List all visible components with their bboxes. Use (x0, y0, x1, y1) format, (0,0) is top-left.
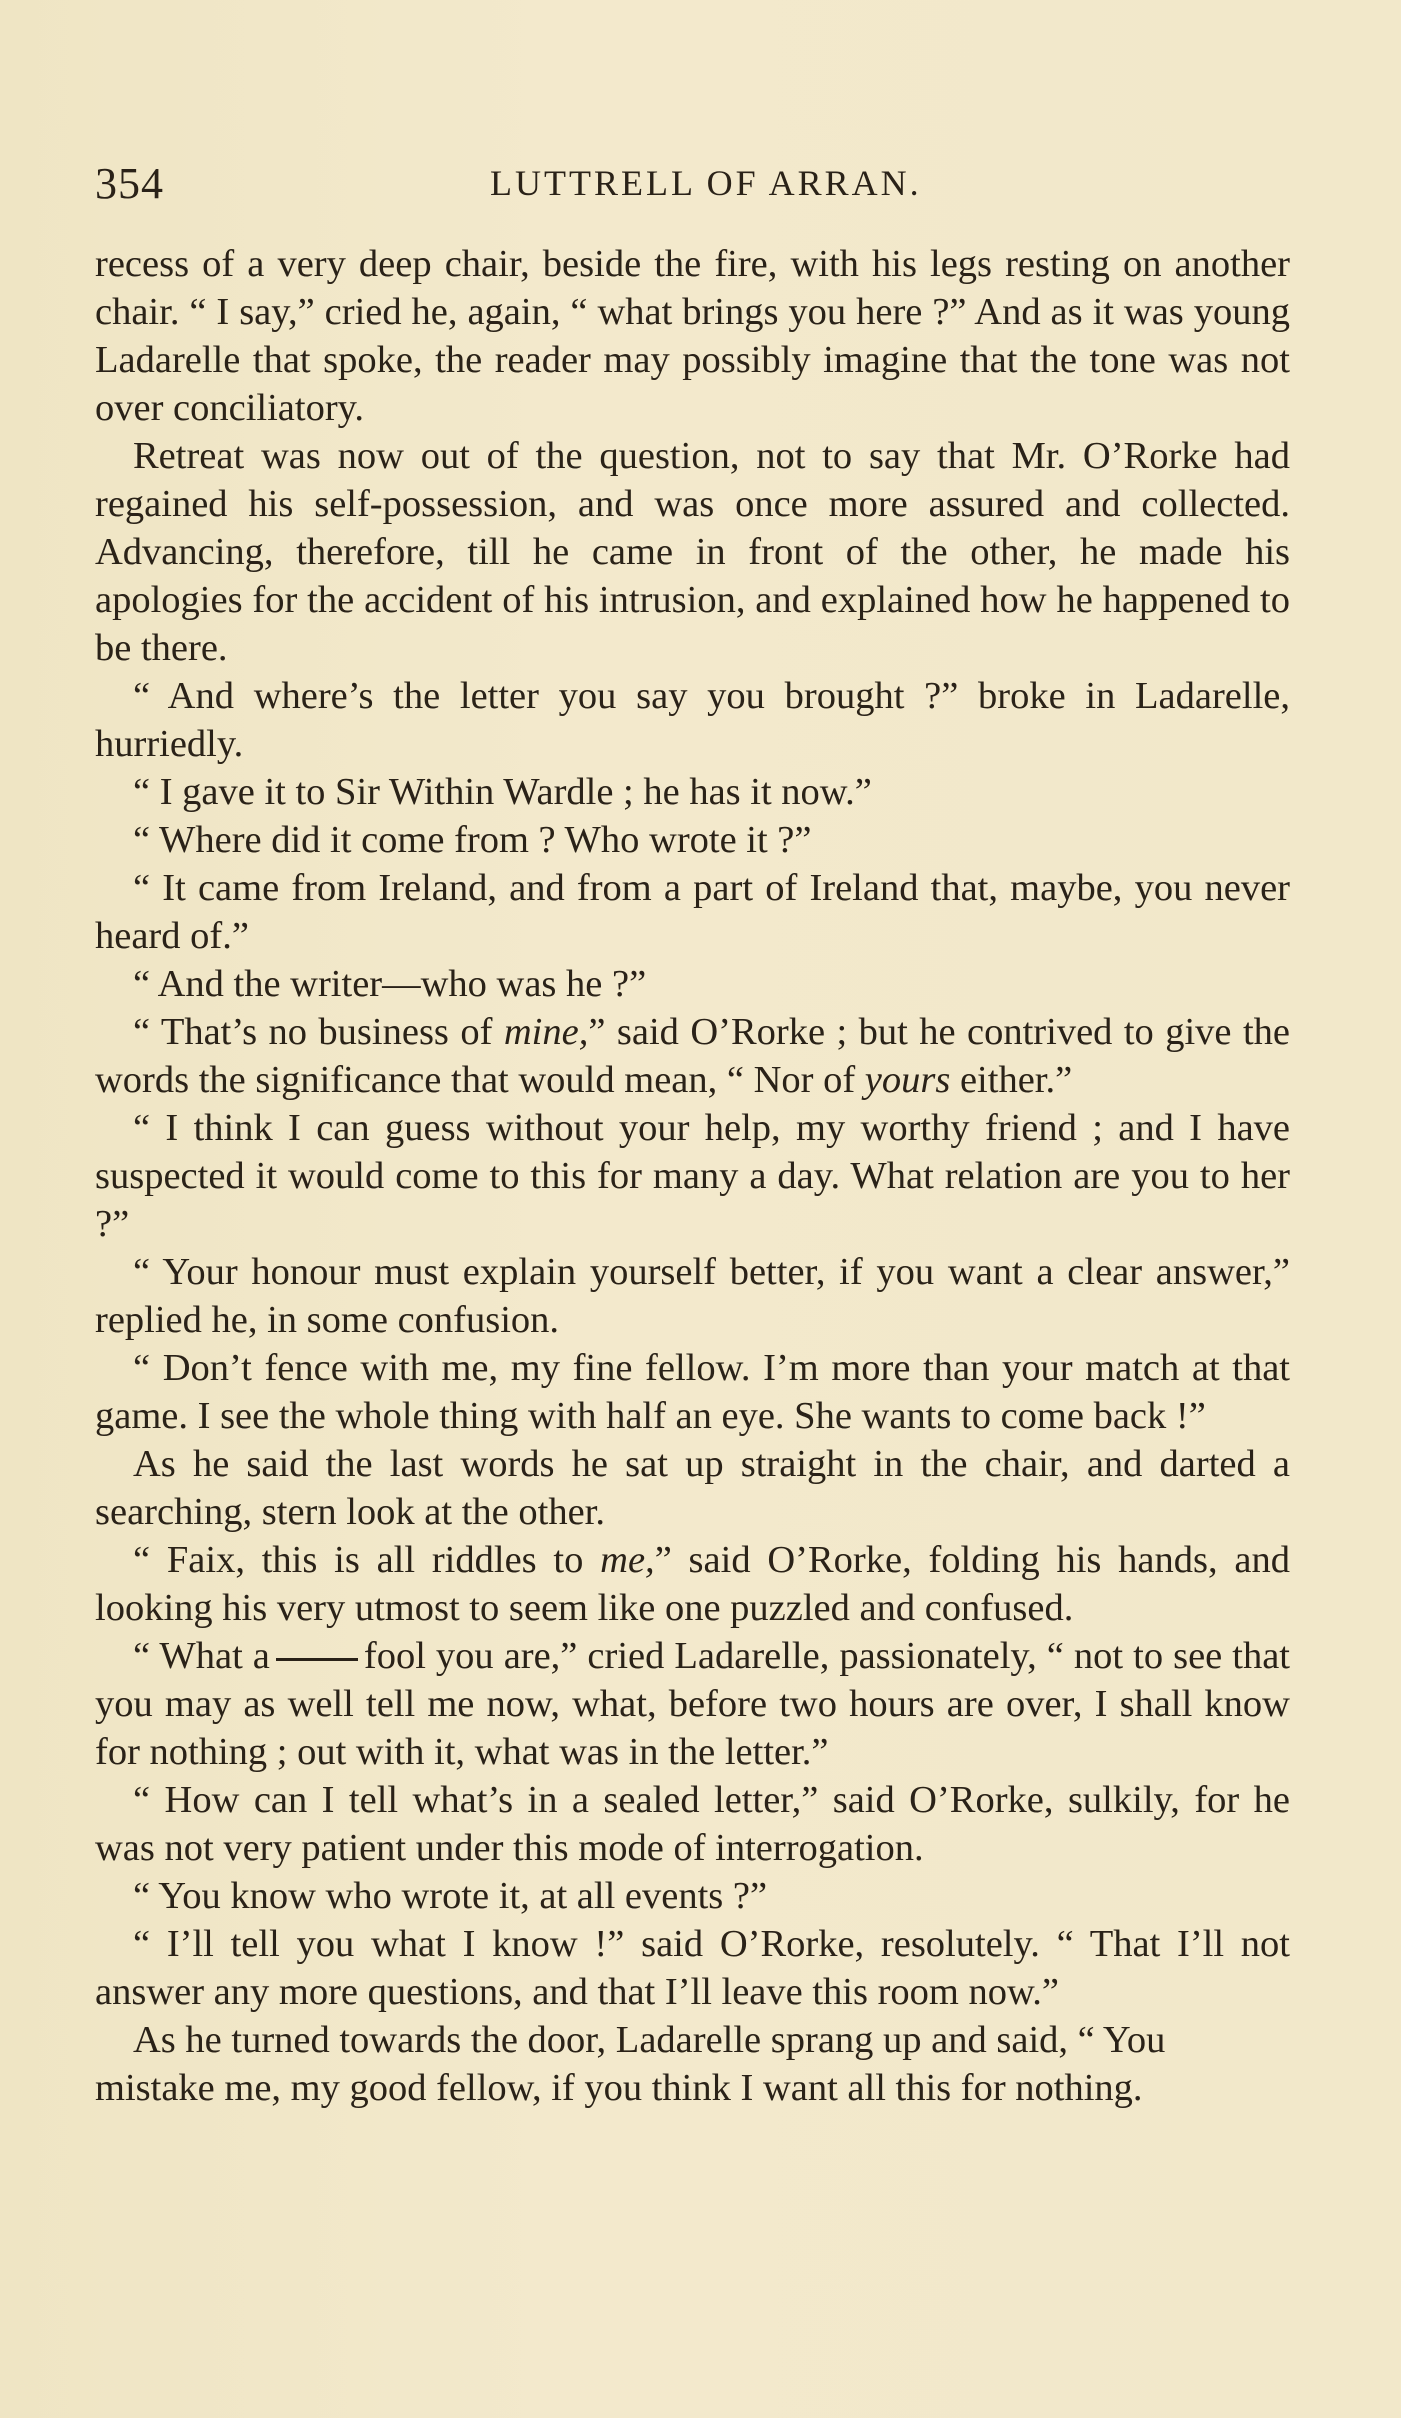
paragraph-12: As he said the last words he sat up straight in the chair, and darted a searching, stern look at the other. (95, 1443, 1290, 1533)
paragraph-7: “ And the writer—who was he ?” (133, 963, 647, 1005)
paragraph-10: “ Your honour must explain yourself better, if you want a clear answer,” replied he, in some confusion. (95, 1251, 1290, 1341)
paragraph-18: As he turned towards the door, Ladarelle sprang up and said, “ You mistake me, my good fellow, if you think I want all this for nothing. (95, 2019, 1166, 2109)
page-number: 354 (95, 159, 164, 208)
paragraph-17: “ I’ll tell you what I know !” said O’Rorke, resolutely. “ That I’ll not answer any more questions, and that I’ll leave this room now.” (95, 1923, 1290, 2013)
em-rule-dash (276, 1658, 358, 1661)
body-text (95, 240, 1290, 2112)
paragraph-11: “ Don’t fence with me, my fine fellow. I’m more than your match at that game. I see the whole thing with half an eye. She wants to come back !” (95, 1347, 1290, 1437)
page-header (95, 158, 1295, 208)
paragraph-4: “ I gave it to Sir Within Wardle ; he has it now.” (133, 771, 872, 813)
paragraph-8-text-e: either.” (950, 1059, 1073, 1101)
paragraph-6: “ It came from Ireland, and from a part of Ireland that, maybe, you never heard of.” (95, 867, 1290, 957)
paragraph-14-text-a: “ What a (133, 1635, 270, 1677)
paragraph-14-text-b: fool you are,” cried Ladarelle, passionately, “ not to see that you may as well tell me now, what, before two hours are over, I shall know for nothing ; out with it, what was in the letter.” (95, 1635, 1290, 1773)
paragraph-13-text-c: ” said O’Rorke, folding his hands, and looking his very utmost to seem like one puzzled and confused. (95, 1539, 1290, 1629)
paragraph-8-text-c: ” said O’Rorke ; but he contrived to give the words the significance that would mean, “ Nor of (95, 1011, 1290, 1101)
paragraph-13-text-a: “ Faix, this is all riddles to (133, 1539, 601, 1581)
paragraph-1: recess of a very deep chair, beside the fire, with his legs resting on another chair. “ I say,” cried he, again, “ what brings you here ?” And as it was young Ladarelle that spoke, the reader may possibly imagine that the tone was not over conciliatory. (95, 243, 1290, 429)
paragraph-14 (95, 1632, 1290, 1776)
paragraph-8-emphasis-yours: yours (864, 1059, 951, 1101)
paragraph-8-emphasis-mine: mine, (503, 1011, 589, 1053)
paragraph-8 (95, 1008, 1290, 1104)
paragraph-13 (95, 1536, 1290, 1632)
paragraph-9: “ I think I can guess without your help, my worthy friend ; and I have suspected it would come to this for many a day. What relation are you to her ?” (95, 1107, 1290, 1245)
paragraph-16: “ You know who wrote it, at all events ?” (133, 1875, 768, 1917)
paragraph-3: “ And where’s the letter you say you brought ?” broke in Ladarelle, hurriedly. (95, 675, 1290, 765)
paragraph-13-emphasis-me: me, (600, 1539, 655, 1581)
paragraph-2: Retreat was now out of the question, not to say that Mr. O’Rorke had regained his self-possession, and was once more assured and collected. Advancing, therefore, till he came in front of the other, he made his apologies for the accident of his intrusion, and explained how he happened to be there. (95, 435, 1290, 669)
paragraph-15: “ How can I tell what’s in a sealed letter,” said O’Rorke, sulkily, for he was not very patient under this mode of interrogation. (95, 1779, 1290, 1869)
paragraph-5: “ Where did it come from ? Who wrote it ?” (133, 819, 812, 861)
running-title: LUTTRELL OF ARRAN. (490, 163, 922, 203)
paragraph-8-text-a: “ That’s no business of (133, 1011, 504, 1053)
